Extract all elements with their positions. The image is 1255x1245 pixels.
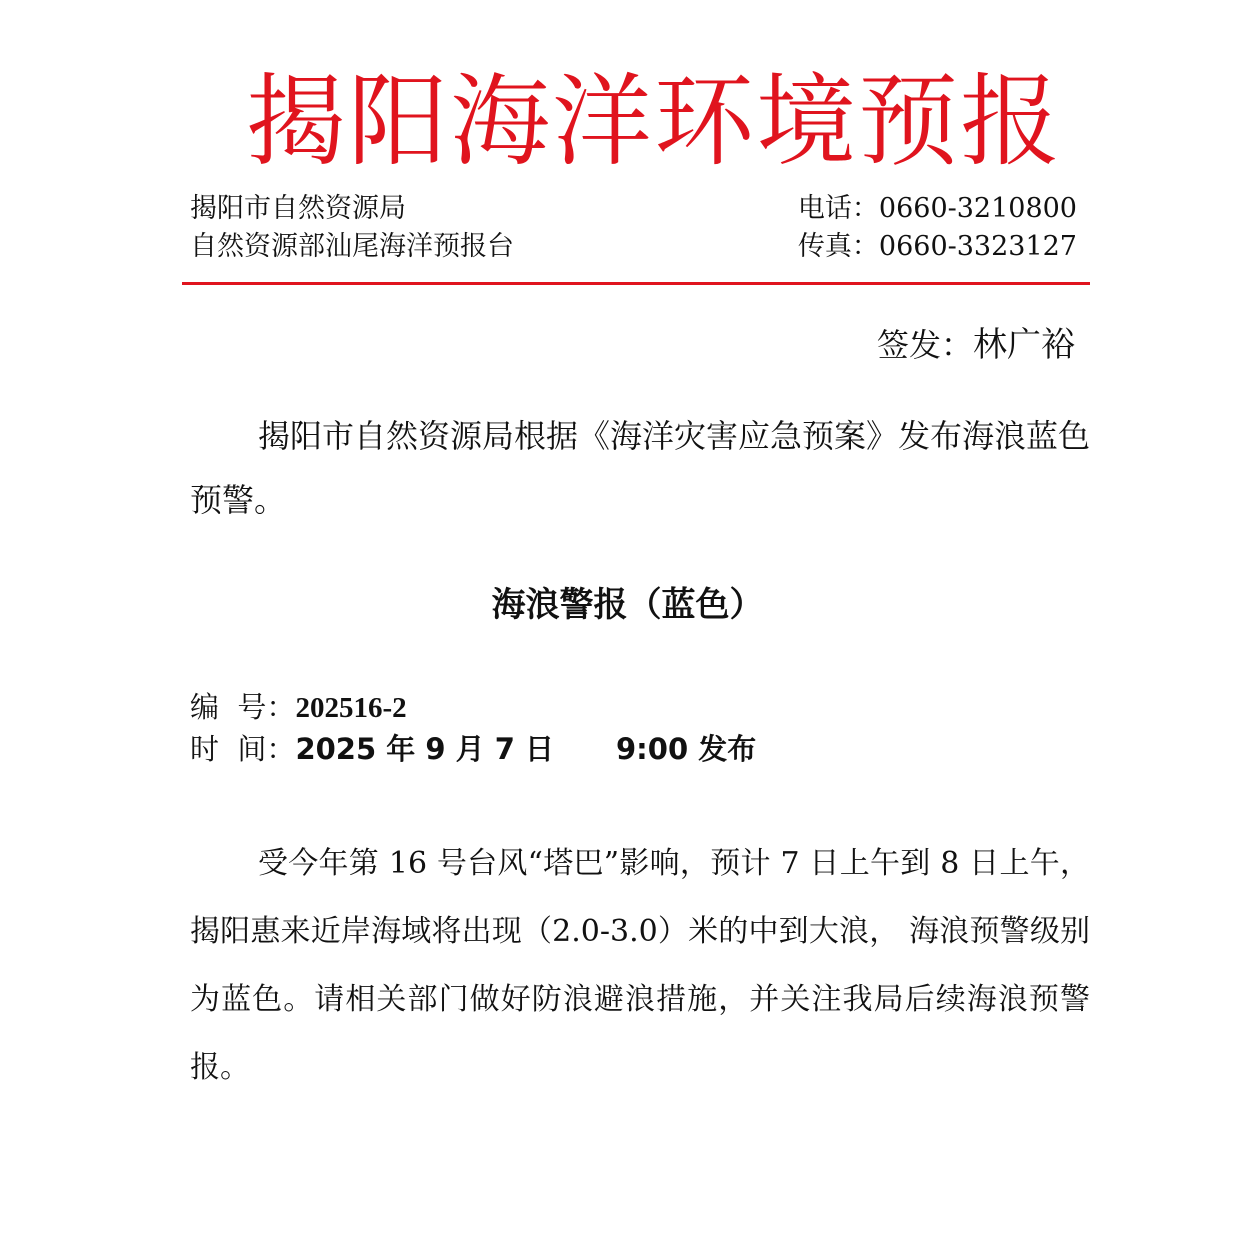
masthead-title: 揭阳海洋环境预报 [246, 63, 1062, 180]
signer [877, 322, 1075, 368]
header-divider [182, 282, 1090, 285]
intro-paragraph: 揭阳市自然资源局根据《海洋灾害应急预案》发布海浪蓝色预警。 [190, 417, 1091, 519]
bulletin-title: 海浪警报（蓝色） [491, 585, 764, 625]
body-paragraph: 受今年第 16 号台风“塔巴”影响，预计 7 日上午到 8 日上午，揭阳惠来近岸海域将出现（2.0-3.0）米的中到大浪， 海浪预警级别为蓝色。请相关部门做好防浪避浪措施，并关注我局后续海浪预警报。 [190, 846, 1090, 1085]
bulletin-number-value: 202516-2 [295, 692, 407, 724]
contact-block [798, 190, 1077, 266]
bulletin-number-label: 编 号： [190, 690, 296, 724]
signer-name: 林广裕 [973, 325, 1075, 365]
signer-label: 签发： [876, 326, 973, 364]
bulletin-time-row [190, 728, 756, 770]
contact-phone: 电话：0660-3210800 [797, 193, 1077, 224]
bulletin-time-date: 2025 年 9 月 7 日 [295, 732, 554, 766]
issuer-line-2: 自然资源部汕尾海洋预报台 [190, 231, 514, 262]
bulletin-time-label: 时 间： [190, 732, 296, 766]
issuer-block [190, 190, 514, 266]
issuer-line-1: 揭阳市自然资源局 [190, 193, 406, 224]
contact-fax: 传真：0660-3323127 [797, 231, 1077, 262]
bulletin-number-row [190, 686, 407, 729]
bulletin-time-value: 9:00 发布 [616, 732, 757, 766]
